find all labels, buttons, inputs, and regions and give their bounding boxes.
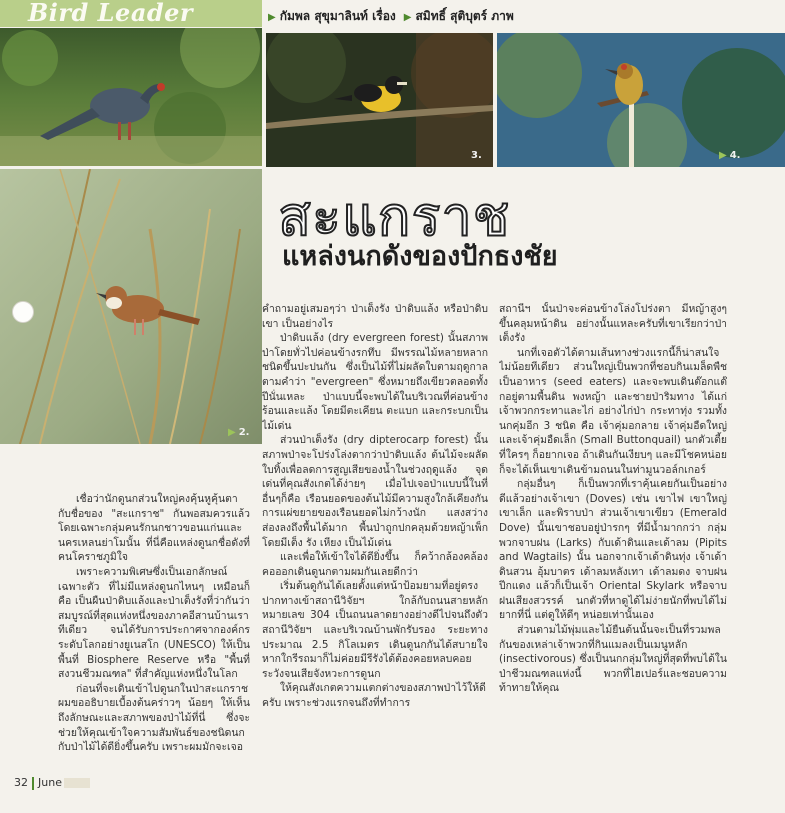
photo-woodpecker [497, 33, 785, 167]
paragraph: ป่าดิบแล้ง (dry evergreen forest) นั้นสภาพป่าโดยทั่วไปค่อนข้างรกทึบ มีพรรณไม้หลายหลากชนิดขึ้นปะปนกัน ซึ่งเป็นไม้ที่ไม่ผลัดใบตามฤดูกาล ตามคำว่า "evergreen" ซึ่งหมายถึงเขียวตลอดทั้งปีนั่นเหละ ป่าแบบนี้จะพบได้ในบริเวณที่ค่อนข้างร้อนและแล้ง โดยมีตะเคียน ตะแบก และกระบกเป็นไม้เด่น [262, 332, 488, 432]
writer-credit: กัมพล สุขุมาลินท์ เรื่อง [279, 9, 396, 23]
paragraph: เพราะความพิเศษซึ่งเป็นเอกลักษณ์เฉพาะตัว ที่ไม่มีแหล่งดูนกไหนๆ เหมือนก็คือ เป็นผืนป่าดิบแล้งและป่าเต็งรังที่ว่ากันว่าสมบูรณ์ที่สุดแห่งหนึ่งของภาคอีสานบ้านเราทีเดียว จนได้รับการประกาศจากองค์กรระดับโลกอย่างยูเนสโก (UNESCO) ให้เป็นพื้นที่ Biosphere Reserve หรือ "พื้นที่สงวนชีวมณฑล" ที่สำคัญแห่งหนึ่งในโลก [58, 565, 250, 681]
photo-number-2 [228, 427, 249, 438]
triangle-icon: ▶ [228, 427, 236, 438]
photo-number-label: 4. [729, 150, 741, 161]
issue-month: June [38, 776, 62, 789]
section-brand [0, 0, 262, 27]
paragraph: สถานีฯ นั้นป่าจะค่อนข้างโล่งโปร่งตา มีหญ้าสูงๆ ขึ้นคลุมหน้าดิน อย่างนั้นแหละครับที่เขาเรียกว่าป่าเต็งรัง [499, 303, 727, 345]
text-column-1 [58, 492, 250, 770]
paragraph: นกที่เจอตัวได้ตามเส้นทางช่วงแรกนี้ก็น่าสนใจไม่น้อยทีเดียว ส่วนใหญ่เป็นพวกที่ชอบกินเมล็ดพืชเป็นอาหาร (seed eaters) และจะพบเดินต๊อกแต๊กอยู่ตามพื้นดิน พงหญ้า และชายป่าริมทาง ได้แก่ เจ้าพวกกระทาและไก่ อย่างไก่ป่า กระทาทุ่ง รวมทั้งนกคุ่มอีก 3 ชนิด คือ เจ้าคุ่มอกลาย เจ้าคุ่มอืดใหญ่ และเจ้าคุ่มอืดเล็ก (Small Buttonquail) นกตัวเตี้ยที่ใครๆ ก็อยากเจอ ถ้าเดินกันเงียบๆ และมีโชคหน่อยก็จะได้เห็นเขาเดินข้ามถนนในท่ามูนวอล์กเกอร์ [499, 346, 727, 476]
paragraph: คำถามอยู่เสมอๆว่า ป่าเต็งรัง ป่าดิบแล้ง หรือป่าดิบเขา เป็นอย่างไร [262, 303, 488, 330]
paragraph: และเพื่อให้เข้าใจได้ดียิ่งขึ้น ก็คว้ากล้องคล้องคอออกเดินดูนกตามผมกันเลยดีกว่า [262, 551, 488, 578]
photo-number-4 [719, 150, 740, 161]
folio-divider [32, 777, 34, 790]
text-column-3 [499, 302, 727, 772]
triangle-icon: ▶ [719, 150, 727, 161]
photo-yellow-bird [266, 33, 493, 167]
triangle-icon: ▶ [268, 12, 276, 23]
photo-pheasant [0, 28, 262, 166]
triangle-icon: ▶ [403, 12, 412, 23]
paragraph: เชื่อว่านักดูนกส่วนใหญ่คงคุ้นหูคุ้นตากับชื่อของ "สะแกราช" กันพอสมควรแล้ว โดยเฉพาะกลุ่มคนรักนกชาวขอนแก่นและนครเหลนย่าโมนั้น ที่นี่คือแหล่งดูนกชื่อดังที่คนโคราชภูมิใจ [58, 493, 250, 564]
page-folio [14, 776, 90, 790]
photographer-credit: สมิทธิ์ สุติบุตร์ ภาพ [415, 9, 514, 23]
paragraph: ส่วนตามไม้พุ่มและไม้ยืนต้นนั้นจะเป็นที่รวมพลกันของเหล่าเจ้าพวกที่กินแมลงเป็นเมนูหลัก (insectivorous) ซึ่งเป็นนกกลุ่มใหญ่ที่สุดที่พบได้ในป่าชีวมณฑลแห่งนี้ พวกที่ไฮเปอร์และชอบความท้าทายให้คุณ [499, 624, 727, 695]
page-number: 32 [14, 776, 28, 789]
photo-number-label: 2. [238, 427, 250, 438]
article-subtitle: แหล่งนกดังของปักธงชัย [282, 241, 558, 272]
magazine-mark [64, 778, 90, 788]
paragraph: กลุ่มอื่นๆ ก็เป็นพวกที่เราคุ้นเคยกันเป็นอย่างดีแล้วอย่างเจ้าเขา (Doves) เช่น เขาไฟ เขาใหญ่ เขาเล็ก และพิราบป่า ส่วนเจ้าเขาเขียว (Emerald Dove) นั้นเขาชอบอยู่ป่ารกๆ ที่มีน้ำมากกว่า กลุ่มพวกจาบฝน (Larks) กับเด้าดินและเด้าลม (Pipits and Wagtails) นั้น นอกจากเจ้าเด้าดินทุ่ง เจ้าเด้าดินสวน อุ้มบาตร เด้าลมหลังเทา เด้าลมดง จาบฝนปีกแดง แล้วก็เป็นเจ้า Oriental Skylark หรือจาบฝนเสียงสวรรค์ นกตัวที่หาดูได้ไม่ง่ายนักที่พบได้ไม่ยากที่นี่ แต่ดูให้ดีๆ หน่อยเท่านั้นเอง [499, 478, 727, 622]
brand-title: Bird Leader [28, 0, 194, 27]
photo-number-3: 3. [471, 150, 482, 161]
paragraph: ก่อนที่จะเดินเข้าไปดูนกในป่าสะแกราช ผมขออธิบายเบื้องต้นคร่าวๆ น้อยๆ ให้เห็นถึงลักษณะและสภาพของป่าไม้ที่นี่ ซึ่งจะช่วยให้คุณเข้าใจความสัมพันธ์ของชนิดนกกับป่าไม้ได้ดียิ่งขึ้นครับ เพราะผมมักจะเจอ [58, 682, 250, 754]
paragraph: ส่วนป่าเต็งรัง (dry dipterocarp forest) นั้นสภาพป่าจะโปร่งโล่งตากว่าป่าดิบแล้ง ต้นไม้จะผลัดใบทิ้งเพื่อลดการสูญเสียของน้ำในช่วงฤดูแล้ง จุดเด่นที่คุณสังเกตได้ง่ายๆ เมื่อไปเจอป่าแบบนี้ในที่อื่นๆก็คือ เรือนยอดของต้นไม้มีความสูงใกล้เคียงกัน การแผ่ขยายของเรือนยอดไม่กว้างนัก แสงสว่างส่องลงถึงพื้นได้มาก พื้นป่าถูกปกคลุมด้วยหญ้าเพ็ก โดยมีเต็ง รัง เหียง เป็นไม้เด่น [262, 434, 488, 549]
credits-line [268, 7, 514, 26]
photo-songbird [0, 169, 262, 444]
binder-hole [12, 301, 34, 323]
article-title: สะแกราช [278, 185, 511, 248]
paragraph: เริ่มต้นดูกันได้เลยตั้งแต่หน้าป้อมยามที่อยู่ตรงปากทางเข้าสถานีวิจัยฯ ใกล้กับถนนสายหลักหมายเลข 304 เป็นถนนลาดยางอย่างดีไปจนถึงตัวสถานีวิจัยฯ และบริเวณบ้านพักรับรอง ระยะทางประมาณ 2.5 กิโลเมตร เดินดูนกกันได้สบายใจ หากใกรีรถมาก็ไม่ค่อยมีรีรังได้ต้องคอยหลบคอยระวังจนเสียจังหวะการดูนก [262, 580, 488, 680]
paragraph: ให้คุณสังเกตความแตกต่างของสภาพป่าไว้ให้ดีครับ เพราะช่วงแรกจนถึงที่ทำการ [262, 682, 486, 710]
text-column-2 [262, 302, 488, 772]
